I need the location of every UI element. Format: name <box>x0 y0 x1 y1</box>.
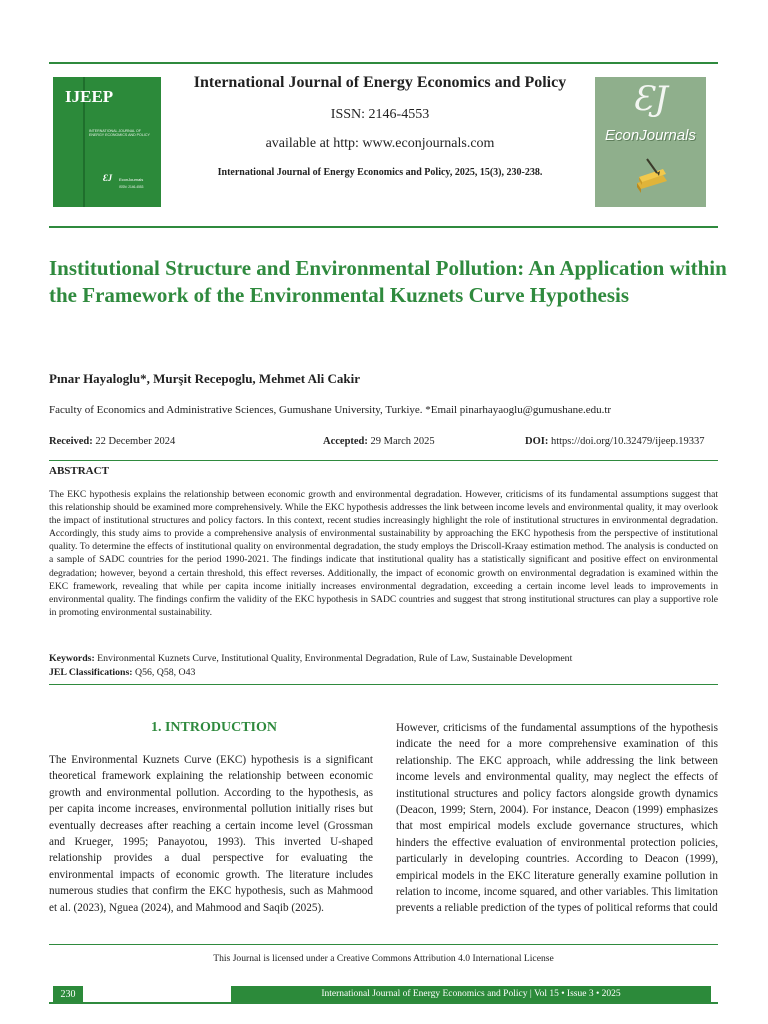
keywords-label: Keywords: <box>49 653 95 664</box>
footer-bottom-rule <box>49 1002 718 1004</box>
article-title: Institutional Structure and Environmental Pollution: An Application within the Framework of the Environmental Kuznets Curve Hypothesis <box>49 256 727 307</box>
abstract-text: The EKC hypothesis explains the relationship between economic growth and environmental degradation. However, criticisms of its fundamental assumptions suggest that this relationship should be examined more comprehensively. While the EKC hypothesis addresses the link between income levels and environmental quality, it may overlook the impact of institutional structures and policy factors. In this context, recent studies increasingly highlight the role of institutional structures in environmental degradation. Accordingly, this study aims to provide a comprehensive analysis of environmental sustainability by approaching the EKC hypothesis from the perspective of institutional quality. To determine the effects of institutional quality on environmental degradation, the study employs the Driscoll-Kraay estimation method. The analysis is conducted on a sample of SADC countries for the period 1990-2021. The findings indicate that institutional quality has a statistically significant and positive effect on environmental degradation; however, beyond a certain threshold, this effect reverses. Additionally, the impact of economic growth on environmental degradation is examined within the EKC framework, revealing that while per capita income initially increases environmental degradation, exceeding a certain income level leads to improvements in environmental quality. The findings confirm the validity of the EKC hypothesis in SADC countries and suggest that strong institutional structures can play a supportive role in promoting environmental sustainability. <box>49 489 718 618</box>
jel-line <box>49 667 718 678</box>
accepted-date <box>323 436 435 447</box>
books-icon <box>633 155 669 195</box>
abstract-bottom-rule <box>49 684 718 685</box>
body-column-left: The Environmental Kuznets Curve (EKC) hypothesis is a significant theoretical framework explaining the relationship between economic growth and environmental pollution. According to the hypothesis, as per capita income increases, environmental pollution initially rises but eventually decreases after reaching a certain income level (Grossman and Krueger, 1995; Panayotou, 1993). This inverted U-shaped relationship provides a dual perspective for evaluating the environmental impacts of economic growth. The literature includes numerous studies that confirm the EKC hypothesis, such as Mahmood et al. (2023), Nguea (2024), and Mahmood and Saqib (2025). <box>49 754 373 914</box>
license-notice: This Journal is licensed under a Creative Commons Attribution 4.0 International License <box>213 953 554 964</box>
body-column-right: However, criticisms of the fundamental assumptions of the hypothesis indicate the need for a more comprehensive examination of this relationship. The EKC approach, while addressing the link between income levels and environmental quality, may neglect the effects of institutional structures and policy factors alongside growth dynamics (Deacon, 1999; Stern, 2004). For instance, Deacon (1999) emphasizes that most empirical models exclude governance structures, which hinders the effective evaluation of environmental protection policies, particularly in developing countries. According to Deacon (1999), empirical models in the EKC literature generally examine pollution in relation to income, income squared, and other variables. This limitation prevents a reliable prediction of the types of political reforms that could <box>396 722 718 915</box>
doi <box>525 436 704 447</box>
cover-title: IJEEP <box>65 87 114 106</box>
footer-top-rule <box>49 944 718 945</box>
section-heading-introduction: 1. INTRODUCTION <box>150 720 277 735</box>
top-rule <box>49 62 718 64</box>
journal-header <box>176 72 584 178</box>
accepted-value: 29 March 2025 <box>370 436 435 447</box>
received-value: 22 December 2024 <box>95 436 176 447</box>
journal-website[interactable]: available at http: www.econjournals.com <box>265 136 495 151</box>
journal-cover-image <box>53 77 161 207</box>
doi-label: DOI: <box>525 436 549 447</box>
keywords-value: Environmental Kuznets Curve, Institutional Quality, Environmental Degradation, Rule of Law, Sustainable Development <box>97 653 573 664</box>
doi-link[interactable]: https://doi.org/10.32479/ijeep.19337 <box>550 436 705 447</box>
cover-econjournals-text: EconJournals <box>119 177 144 182</box>
header-rule <box>49 226 718 228</box>
accepted-label: Accepted: <box>323 436 368 447</box>
econjournals-logo <box>595 77 706 207</box>
journal-title: International Journal of Energy Economics and Policy <box>193 74 567 91</box>
journal-issn: ISSN: 2146-4553 <box>330 107 430 122</box>
keywords-line <box>49 653 718 664</box>
journal-citation: International Journal of Energy Economics and Policy, 2025, 15(3), 230-238. <box>217 167 543 178</box>
page-number: 230 <box>53 986 83 1003</box>
abstract-heading: ABSTRACT <box>49 465 109 477</box>
jel-label: JEL Classifications: <box>49 667 133 678</box>
jel-value: Q56, Q58, O43 <box>135 667 196 678</box>
article-authors: Pınar Hayaloglu*, Murşit Recepoglu, Mehmet Ali Cakir <box>49 371 361 386</box>
author-affiliation: Faculty of Economics and Administrative Sciences, Gumushane University, Turkiye. *Email pinarhayaoglu@gumushane.edu.tr <box>49 404 612 416</box>
cover-issn: ISSN: 2146-4553 <box>119 185 144 189</box>
footer-journal-bar: International Journal of Energy Economics and Policy | Vol 15 • Issue 3 • 2025 <box>231 986 711 1003</box>
cover-subtitle: INTERNATIONAL JOURNAL OF ENERGY ECONOMICS AND POLICY <box>89 129 150 137</box>
cover-ej-mark: ƐJ <box>103 173 113 183</box>
logo-ej-mark: ƐJ <box>632 79 669 119</box>
received-date <box>49 436 175 447</box>
received-label: Received: <box>49 436 93 447</box>
logo-econjournals-text: EconJournals <box>605 127 696 144</box>
abstract-top-rule <box>49 460 718 461</box>
